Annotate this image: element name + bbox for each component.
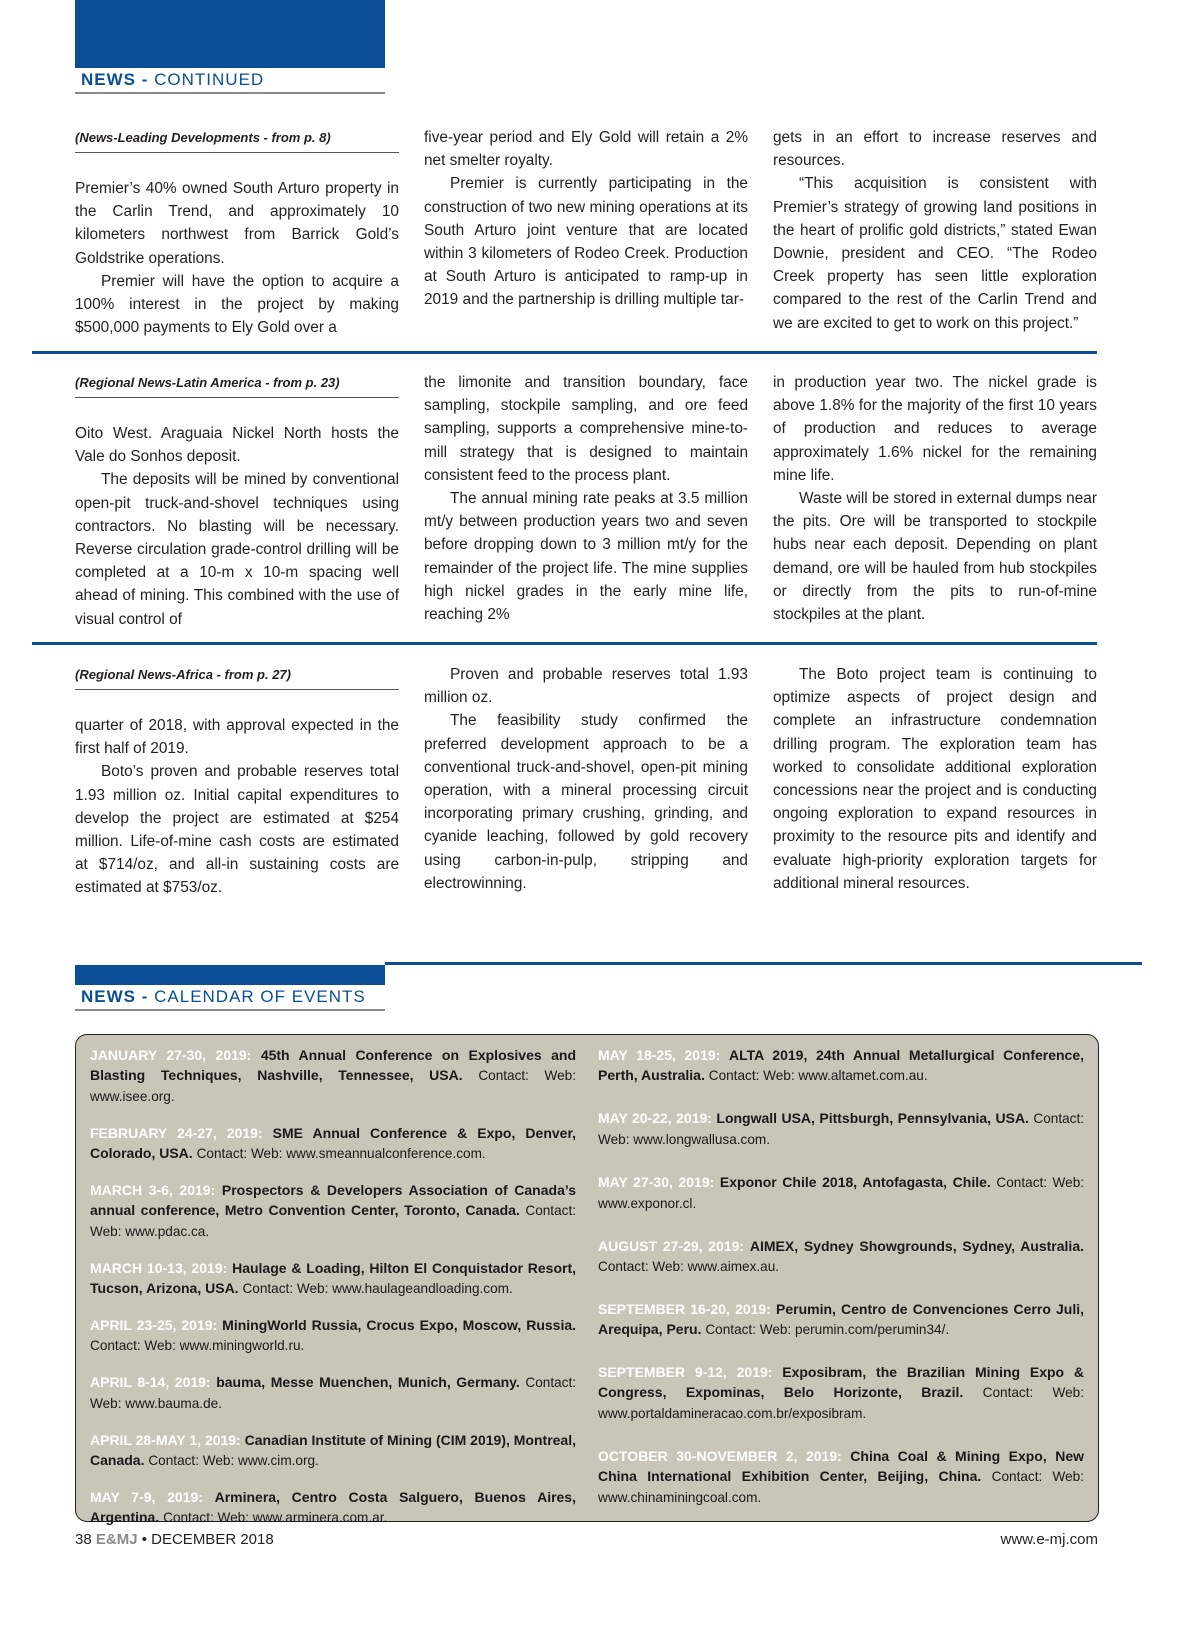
column-1: [75, 126, 399, 339]
event-contact: Contact: Web: www.haulageandloading.com.: [242, 1281, 513, 1296]
event-title: MiningWorld Russia, Crocus Expo, Moscow, Russia.: [222, 1317, 577, 1333]
header-color-bar: [75, 0, 385, 68]
paragraph: The annual mining rate peaks at 3.5 million mt/y between production years two and seven before dropping down to 3 million mt/y for the remainder of the project life. The mine supplies high nickel grades in the early mine life, reaching 2%: [424, 490, 748, 624]
event-contact: Contact: Web: www.isee.org.: [90, 1068, 577, 1104]
section-divider: [32, 351, 1097, 354]
event-contact: Contact: Web: www.pdac.ca.: [90, 1203, 576, 1239]
column-3: [773, 663, 1097, 895]
event-item: [598, 1362, 1084, 1424]
event-item: [598, 1108, 1084, 1150]
paragraph: five-year period and Ely Gold will retain a 2% net smelter royalty.: [424, 129, 748, 170]
paragraph: Premier will have the option to acquire a 100% interest in the project by making $500,000 payments to Ely Gold over a: [75, 272, 399, 337]
paragraph: in production year two. The nickel grade is above 1.8% for the majority of the first 10 years of production and reduces to average approximately 1.6% nickel for the remaining mine life.: [773, 374, 1097, 484]
paragraph: Premier is currently participating in the construction of two new mining operations at its South Arturo joint venture that are located within 3 kilometers of Rodeo Creek. Production at South Arturo is anticipated to ramp-up in 2019 and the partnership is drilling multiple tar-: [424, 175, 748, 309]
paragraph: quarter of 2018, with approval expected in the first half of 2019.: [75, 717, 399, 758]
event-item: [598, 1446, 1084, 1508]
header-lead: NEWS -: [81, 70, 149, 89]
event-contact: Contact: Web: www.miningworld.ru.: [90, 1338, 305, 1353]
event-item: [90, 1315, 576, 1356]
event-title: SME Annual Conference & Expo, Denver, Colorado, USA.: [90, 1125, 577, 1161]
event-contact: Contact: Web: www.longwallusa.com.: [598, 1111, 1085, 1147]
event-title: 45th Annual Conference on Explosives and Blasting Techniques, Nashville, Tennessee, USA.: [90, 1047, 577, 1083]
event-title: Arminera, Centro Costa Salguero, Buenos Aires, Argentina.: [90, 1489, 576, 1525]
event-title: ALTA 2019, 24th Annual Metallurgical Conference, Perth, Australia.: [598, 1047, 1085, 1083]
section-divider: [32, 642, 1097, 645]
paragraph: Waste will be stored in external dumps near the pits. Ore will be transported to stockpile hubs near each deposit. Depending on plant demand, ore will be hauled from hub stockpiles or directly from the pits to run-of-mine stockpiles at the plant.: [773, 490, 1097, 624]
article-leading-developments: [75, 126, 1095, 336]
continuation-reference: (News-Leading Developments - from p. 8): [75, 126, 399, 153]
article-regional-latin-america: [75, 371, 1097, 628]
event-item: [90, 1372, 576, 1414]
paragraph: “This acquisition is consistent with Premier’s strategy of growing land positions in the heart of prolific gold districts,” stated Ewan Downie, president and CEO. “The Rodeo Creek property has seen little exploration compared to the rest of the Carlin Trend and we are excited to get to work on this project.”: [773, 175, 1097, 332]
event-title: Canadian Institute of Mining (CIM 2019), Montreal, Canada.: [90, 1432, 576, 1468]
event-title: Haulage & Loading, Hilton El Conquistador Resort, Tucson, Arizona, USA.: [90, 1260, 576, 1296]
event-date: OCTOBER 30-NOVEMBER 2, 2019:: [598, 1448, 842, 1464]
event-date: MARCH 3-6, 2019:: [90, 1182, 216, 1198]
column-2: [424, 663, 748, 895]
header-lead: NEWS -: [81, 987, 149, 1006]
event-date: SEPTEMBER 16-20, 2019:: [598, 1301, 771, 1317]
event-title: Exposibram, the Brazilian Mining Expo & Congress, Expominas, Belo Horizonte, Brazil.: [598, 1364, 1085, 1400]
header-rest: CONTINUED: [154, 70, 265, 89]
event-title: bauma, Messe Muenchen, Munich, Germany.: [216, 1374, 520, 1390]
column-1: [75, 663, 399, 900]
event-title: Perumin, Centro de Convenciones Cerro Juli, Arequipa, Peru.: [598, 1301, 1085, 1337]
calendar-of-events-box: [75, 1034, 1099, 1525]
event-date: AUGUST 27-29, 2019:: [598, 1238, 745, 1254]
website-url: www.e-mj.com: [1000, 1531, 1098, 1548]
event-contact: Contact: Web: www.portaldamineracao.com.br/exposibram.: [598, 1385, 1084, 1421]
event-date: FEBRUARY 24-27, 2019:: [90, 1125, 263, 1141]
paragraph: The feasibility study confirmed the preferred development approach to be a conventional truck-and-shovel, open-pit mining operation, with a mineral processing circuit incorporating primary crushing, grinding, and cyanide leaching, followed by gold recovery using carbon-in-pulp, stripping and electrowinning.: [424, 712, 748, 892]
column-2: [424, 371, 748, 626]
paragraph: Boto’s proven and probable reserves total 1.93 million oz. Initial capital expenditures to develop the project are estimated at $254 million. Life-of-mine cash costs are estimated at $714/oz, and all-in sustaining costs are estimated at $753/oz.: [75, 763, 399, 897]
event-date: SEPTEMBER 9-12, 2019:: [598, 1364, 773, 1380]
event-date: MAY 27-30, 2019:: [598, 1174, 715, 1190]
event-date: APRIL 8-14, 2019:: [90, 1374, 211, 1390]
event-contact: Contact: Web: www.smeannualconference.com.: [196, 1146, 486, 1161]
event-date: JANUARY 27-30, 2019:: [90, 1047, 252, 1063]
event-date: MAY 7-9, 2019:: [90, 1489, 203, 1505]
column-1: [75, 371, 399, 631]
section-header-calendar: [75, 985, 385, 1011]
event-item: [598, 1045, 1084, 1086]
event-date: MAY 18-25, 2019:: [598, 1047, 721, 1063]
event-date: APRIL 23-25, 2019:: [90, 1317, 218, 1333]
event-date: MAY 20-22, 2019:: [598, 1110, 712, 1126]
paragraph: gets in an effort to increase reserves and resources.: [773, 129, 1097, 170]
paragraph: Oito West. Araguaia Nickel North hosts the Vale do Sonhos deposit.: [75, 425, 399, 466]
event-contact: Contact: Web: www.cim.org.: [148, 1453, 319, 1468]
event-title: AIMEX, Sydney Showgrounds, Sydney, Australia.: [749, 1238, 1085, 1254]
event-item: [90, 1487, 576, 1528]
event-date: APRIL 28-MAY 1, 2019:: [90, 1432, 241, 1448]
event-contact: Contact: Web: perumin.com/perumin34/.: [705, 1322, 950, 1337]
event-item: [90, 1258, 576, 1299]
event-date: MARCH 10-13, 2019:: [90, 1260, 228, 1276]
column-2: [424, 126, 748, 312]
calendar-color-bar: [75, 965, 385, 985]
continuation-reference: (Regional News-Africa - from p. 27): [75, 663, 399, 690]
section-header-news-continued: [75, 68, 385, 94]
column-3: [773, 126, 1097, 335]
column-3: [773, 371, 1097, 626]
event-contact: Contact: Web: www.aimex.au.: [598, 1259, 780, 1274]
paragraph: Premier’s 40% owned South Arturo property in the Carlin Trend, and approximately 10 kilometers northwest from Barrick Gold’s Goldstrike operations.: [75, 180, 399, 267]
magazine-name: E&MJ: [95, 1531, 138, 1548]
issue-date: • DECEMBER 2018: [141, 1531, 274, 1548]
header-rest: CALENDAR OF EVENTS: [154, 987, 366, 1006]
calendar-column-left: [90, 1045, 576, 1544]
event-item: [598, 1172, 1084, 1214]
event-item: [90, 1180, 576, 1242]
event-title: China Coal & Mining Expo, New China International Exhibition Center, Beijing, China.: [598, 1448, 1085, 1484]
event-item: [90, 1123, 576, 1164]
page-number: 38: [75, 1531, 92, 1548]
paragraph: the limonite and transition boundary, face sampling, stockpile sampling, and ore feed sampling, supports a comprehensive mine-to-mill strategy that is designed to maintain consistent feed to the process plant.: [424, 374, 748, 484]
event-contact: Contact: Web: www.exponor.cl.: [598, 1175, 1085, 1211]
calendar-divider: [385, 962, 1142, 965]
page-footer-left: [75, 1530, 274, 1550]
continuation-reference: (Regional News-Latin America - from p. 23): [75, 371, 399, 398]
event-contact: Contact: Web: www.altamet.com.au.: [708, 1068, 928, 1083]
event-item: [598, 1299, 1084, 1340]
event-contact: Contact: Web: www.bauma.de.: [90, 1375, 577, 1411]
event-title: Prospectors & Developers Association of Canada’s annual conference, Metro Convention Center, Toronto, Canada.: [90, 1182, 577, 1218]
event-item: [598, 1236, 1084, 1277]
event-title: Longwall USA, Pittsburgh, Pennsylvania, USA.: [716, 1110, 1029, 1126]
paragraph: The Boto project team is continuing to optimize aspects of project design and complete an infrastructure condemnation drilling program. The exploration team has worked to consolidate additional exploration concessions near the project and is conducting ongoing exploration to expand resources in proximity to the resource pits and identify and evaluate high-priority exploration targets for additional mineral resources.: [773, 666, 1097, 892]
paragraph: Proven and probable reserves total 1.93 million oz.: [424, 666, 748, 707]
event-item: [90, 1045, 576, 1107]
event-contact: Contact: Web: www.arminera.com.ar.: [163, 1510, 388, 1525]
article-regional-africa: [75, 663, 1095, 923]
paragraph: The deposits will be mined by conventional open-pit truck-and-shovel techniques using contractors. No blasting will be necessary. Reverse circulation grade-control drilling will be completed at a 10-m x 10-m spacing well ahead of mining. This combined with the use of visual control of: [75, 471, 399, 628]
event-contact: Contact: Web: www.chinaminingcoal.com.: [598, 1469, 1085, 1505]
event-title: Exponor Chile 2018, Antofagasta, Chile.: [719, 1174, 991, 1190]
calendar-column-right: [598, 1045, 1084, 1530]
event-item: [90, 1430, 576, 1471]
